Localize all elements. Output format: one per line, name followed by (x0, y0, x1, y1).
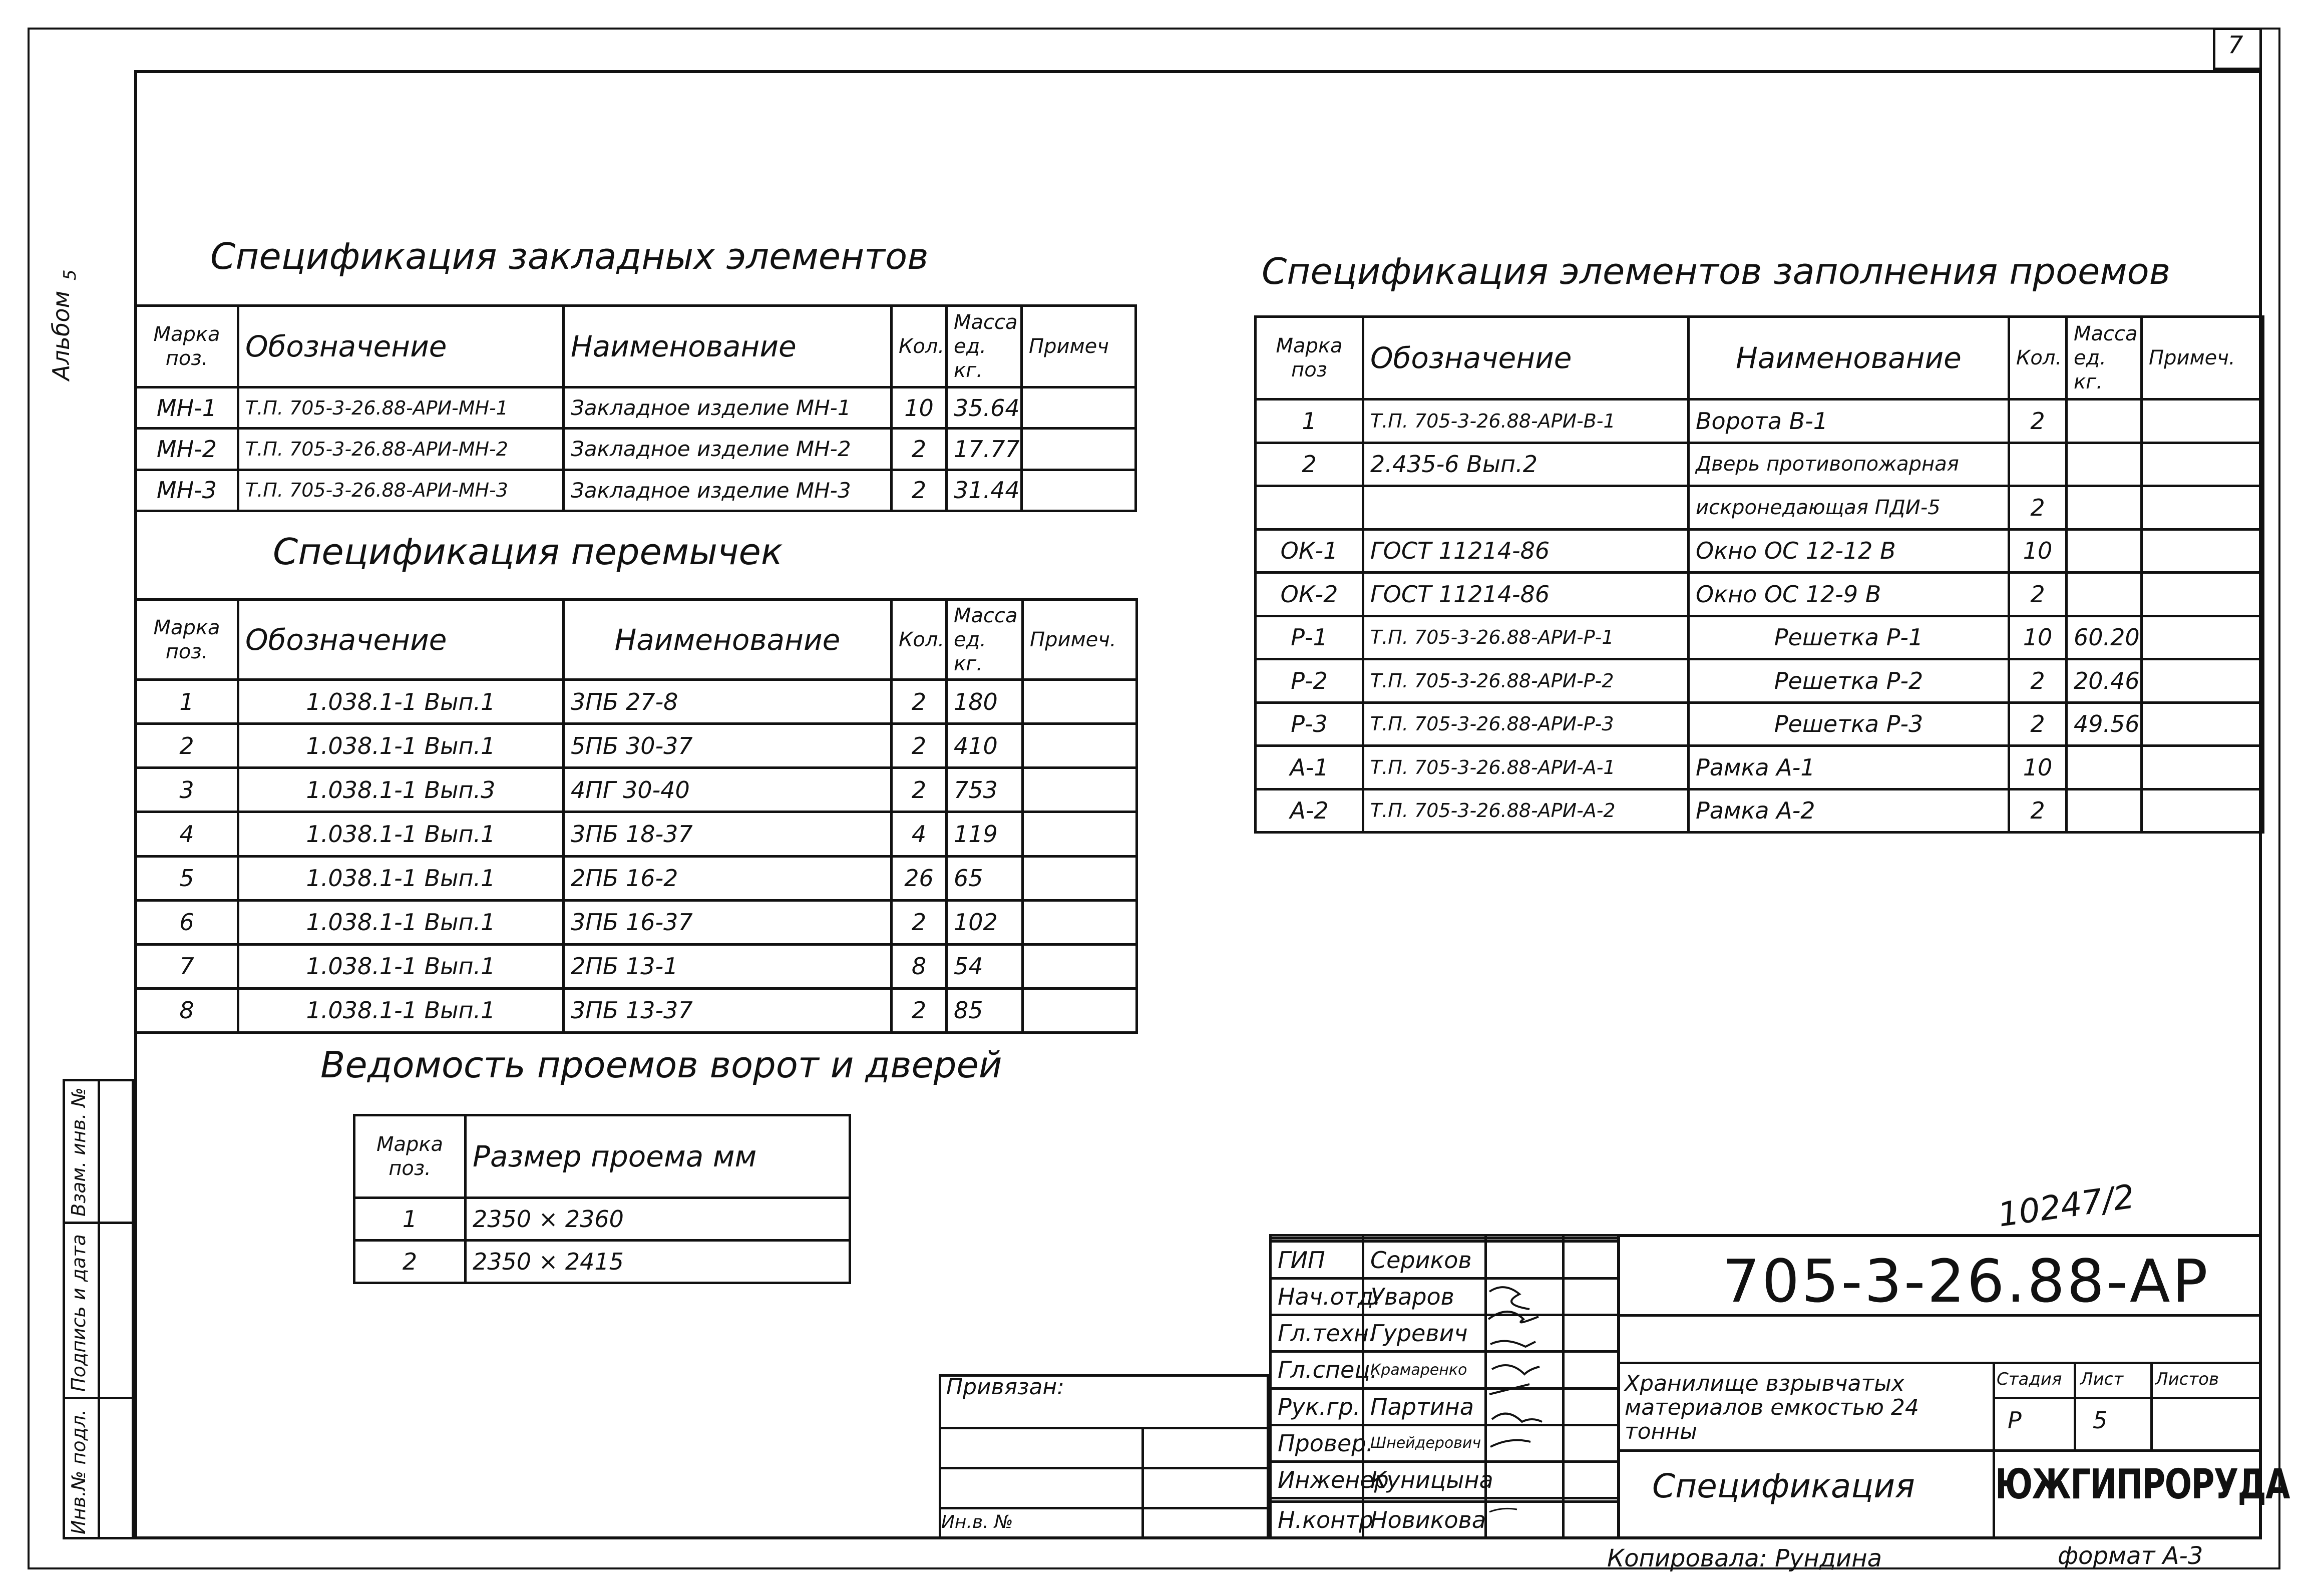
cell: 3ПБ 16-37 (564, 900, 892, 944)
cell: 31.44 (947, 470, 1022, 511)
table-row (136, 856, 1137, 900)
cell: Р-2 (1256, 659, 1363, 703)
role-title: Нач.отд. (1271, 1278, 1363, 1315)
sheet-title: Спецификация (1652, 1467, 1915, 1505)
cell: 119 (947, 812, 1023, 856)
cell: Т.П. 705-3-26.88-АРИ-Р-3 (1363, 702, 1689, 746)
stage-value: Р (2008, 1407, 2022, 1434)
cell: 6 (136, 900, 238, 944)
cell: Т.П. 705-3-26.88-АРИ-А-1 (1363, 746, 1689, 789)
cell: 10 (892, 387, 947, 429)
cell: МН-1 (136, 387, 238, 429)
role-row (1271, 1278, 1619, 1315)
role-title: Рук.гр. (1271, 1388, 1363, 1425)
cell: 4ПГ 30-40 (564, 768, 892, 812)
cell: МН-2 (136, 429, 238, 470)
col-header: Марка поз. (136, 600, 238, 680)
cell (2067, 746, 2142, 789)
cell: Решетка Р-3 (1689, 702, 2009, 746)
cell (2142, 789, 2263, 833)
cell: искронедающая ПДИ-5 (1689, 486, 2009, 530)
cell: 2 (136, 724, 238, 768)
col-header: Масса ед. кг. (947, 306, 1022, 387)
cell (1023, 944, 1137, 988)
role-row (1271, 1462, 1619, 1498)
cell: 8 (136, 988, 238, 1032)
col-header: Размер проема мм (466, 1115, 850, 1198)
cell: 1 (136, 680, 238, 724)
cell: 2 (892, 768, 947, 812)
cell: 1 (354, 1198, 466, 1241)
cell: 85 (947, 988, 1023, 1032)
col-header: Масса ед. кг. (2067, 317, 2142, 400)
cell: А-1 (1256, 746, 1363, 789)
cell (2142, 616, 2263, 659)
cell (2142, 486, 2263, 530)
cell (1023, 680, 1137, 724)
cell: Т.П. 705-3-26.88-АРИ-Р-1 (1363, 616, 1689, 659)
role-person: Сериков (1363, 1242, 1486, 1278)
sheets-label: Листов (2155, 1369, 2219, 1389)
cell: 2350 × 2415 (466, 1241, 850, 1283)
cell: 2 (1256, 443, 1363, 486)
cell: 2ПБ 16-2 (564, 856, 892, 900)
cell (2067, 400, 2142, 443)
table-row (136, 470, 1136, 511)
cell (2142, 659, 2263, 703)
role-person: Партина (1363, 1388, 1486, 1425)
sheet-label: Лист (2080, 1369, 2124, 1389)
bound-block-rule (939, 1467, 1269, 1469)
cell: Т.П. 705-3-26.88-АРИ-Р-2 (1363, 659, 1689, 703)
bound-block-divider (1141, 1427, 1144, 1539)
col-header: Кол. (892, 306, 947, 387)
role-row (1271, 1315, 1619, 1351)
cell: 2350 × 2360 (466, 1198, 850, 1241)
col-header: Наименование (1689, 317, 2009, 400)
title-block-divider (2150, 1362, 2153, 1449)
organization: ЮЖГИПРОРУДА (1995, 1461, 2289, 1508)
table-row (354, 1198, 850, 1241)
cell: 3 (136, 768, 238, 812)
cell: 2 (2009, 789, 2067, 833)
stamp-signature-date: Подпись и дата (68, 1234, 90, 1392)
title-block-divider (1993, 1362, 1995, 1539)
role-title: Гл.техн. (1271, 1315, 1363, 1351)
cell (1023, 988, 1137, 1032)
role-title: ГИП (1271, 1242, 1363, 1278)
fill-spec-table (1254, 315, 2264, 834)
cell: 26 (892, 856, 947, 900)
cell (1023, 856, 1137, 900)
cell: 3ПБ 18-37 (564, 812, 892, 856)
side-stamp-rule (63, 1397, 134, 1399)
cell: Т.П. 705-3-26.88-АРИ-МН-1 (238, 387, 564, 429)
cell (1022, 387, 1136, 429)
cell: 35.64 (947, 387, 1022, 429)
cell: 2 (892, 988, 947, 1032)
cell: Р-1 (1256, 616, 1363, 659)
cell: 2ПБ 13-1 (564, 944, 892, 988)
col-header: Кол. (2009, 317, 2067, 400)
role-row (1271, 1352, 1619, 1388)
cell (1363, 486, 1689, 530)
side-stamp-rule (63, 1222, 134, 1224)
cell: 60.20 (2067, 616, 2142, 659)
cell: Т.П. 705-3-26.88-АРИ-МН-3 (238, 470, 564, 511)
cell: Р-3 (1256, 702, 1363, 746)
cell: Решетка Р-2 (1689, 659, 2009, 703)
role-person: Шнейдерович (1363, 1425, 1486, 1461)
cell: Закладное изделие МН-2 (564, 429, 892, 470)
cell (1023, 724, 1137, 768)
cell: 1.038.1-1 Вып.1 (238, 680, 564, 724)
cell: МН-3 (136, 470, 238, 511)
cell: 49.56 (2067, 702, 2142, 746)
cell (2142, 702, 2263, 746)
sheet-value: 5 (2093, 1407, 2108, 1434)
table-row (1256, 573, 2263, 616)
cell: 10 (2009, 529, 2067, 573)
role-title: Инженер (1271, 1462, 1363, 1498)
cell: 54 (947, 944, 1023, 988)
col-header: Марка поз. (136, 306, 238, 387)
album-number: 5 (60, 269, 80, 280)
cell: 1.038.1-1 Вып.1 (238, 856, 564, 900)
role-title: Провер. (1271, 1425, 1363, 1461)
table-row (1256, 659, 2263, 703)
col-header: Масса ед. кг. (947, 600, 1023, 680)
cell: 4 (136, 812, 238, 856)
lintels-spec-title: Спецификация перемычек (273, 531, 783, 573)
cell: 1 (1256, 400, 1363, 443)
cell: Окно ОС 12-12 В (1689, 529, 2009, 573)
cell: 2 (892, 470, 947, 511)
cell: 7 (136, 944, 238, 988)
openings-table (353, 1114, 851, 1284)
role-person: Уваров (1363, 1278, 1486, 1315)
cell: 2 (2009, 486, 2067, 530)
roles-table (1269, 1234, 1620, 1539)
cell (1023, 812, 1137, 856)
cell: 4 (892, 812, 947, 856)
cell: 2 (2009, 400, 2067, 443)
cell: 20.46 (2067, 659, 2142, 703)
cell: 5 (136, 856, 238, 900)
copied-by: Копировала: Рундина (1607, 1544, 1882, 1572)
role-row (1271, 1388, 1619, 1425)
table-row (1256, 400, 2263, 443)
cell: 1.038.1-1 Вып.3 (238, 768, 564, 812)
cell: 102 (947, 900, 1023, 944)
cell: 1.038.1-1 Вып.1 (238, 812, 564, 856)
cell: 1.038.1-1 Вып.1 (238, 944, 564, 988)
album-label: Альбом (48, 290, 75, 380)
col-header: Примеч. (2142, 317, 2263, 400)
cell: 410 (947, 724, 1023, 768)
inventory-number: 10247/2 (1995, 1177, 2137, 1235)
cell (2067, 443, 2142, 486)
cell (1022, 470, 1136, 511)
paper-format: формат А-3 (2058, 1542, 2203, 1570)
cell: 2 (2009, 702, 2067, 746)
cell: 1.038.1-1 Вып.1 (238, 988, 564, 1032)
table-row (136, 724, 1137, 768)
embedded-spec-table (134, 304, 1137, 512)
cell: ГОСТ 11214-86 (1363, 529, 1689, 573)
cell (2142, 443, 2263, 486)
title-block-rule (1617, 1362, 2262, 1364)
role-row (1271, 1425, 1619, 1461)
sheet-number: 7 (2228, 31, 2243, 59)
lintels-spec-table (134, 598, 1138, 1034)
cell (2067, 573, 2142, 616)
cell: 17.77 (947, 429, 1022, 470)
cell: 2 (892, 724, 947, 768)
cell: 65 (947, 856, 1023, 900)
cell (2142, 746, 2263, 789)
cell: 2 (354, 1241, 466, 1283)
table-row (354, 1241, 850, 1283)
table-row (1256, 746, 2263, 789)
cell: А-2 (1256, 789, 1363, 833)
cell: 2 (892, 429, 947, 470)
col-header: Обозначение (1363, 317, 1689, 400)
cell: 2 (892, 900, 947, 944)
title-block-rule (1993, 1397, 2262, 1399)
cell (2067, 789, 2142, 833)
openings-list-title: Ведомость проемов ворот и дверей (320, 1044, 1002, 1086)
cell (1023, 900, 1137, 944)
col-header: Обозначение (238, 306, 564, 387)
cell: ОК-2 (1256, 573, 1363, 616)
table-row (136, 988, 1137, 1032)
cell: Дверь противопожарная (1689, 443, 2009, 486)
col-header: Марка поз. (354, 1115, 466, 1198)
table-row (136, 812, 1137, 856)
object-name: Хранилище взрывчатых материалов емкостью 24 тонны (1625, 1371, 1919, 1444)
table-row (1256, 443, 2263, 486)
cell: Ворота В-1 (1689, 400, 2009, 443)
cell (2009, 443, 2067, 486)
stamp-inv-original: Инв.№ подл. (68, 1409, 90, 1534)
cell: Рамка А-2 (1689, 789, 2009, 833)
table-row (136, 429, 1136, 470)
stage-label: Стадия (1997, 1369, 2062, 1389)
cell: Закладное изделие МН-3 (564, 470, 892, 511)
cell: 2 (892, 680, 947, 724)
col-header: Наименование (564, 306, 892, 387)
cell: 8 (892, 944, 947, 988)
col-header: Примеч. (1023, 600, 1137, 680)
embedded-spec-title: Спецификация закладных элементов (210, 235, 929, 277)
cell (1256, 486, 1363, 530)
col-header: Обозначение (238, 600, 564, 680)
signature-marks (1484, 1282, 1555, 1522)
document-code: 705-3-26.88-АР (1722, 1247, 2210, 1316)
role-row (1271, 1501, 1619, 1538)
cell (1023, 768, 1137, 812)
cell: Решетка Р-1 (1689, 616, 2009, 659)
cell (2142, 529, 2263, 573)
cell: Рамка А-1 (1689, 746, 2009, 789)
role-person: Куницына (1363, 1462, 1486, 1498)
cell: 3ПБ 27-8 (564, 680, 892, 724)
cell: 1.038.1-1 Вып.1 (238, 724, 564, 768)
role-title: Гл.спец. (1271, 1352, 1363, 1388)
cell: 10 (2009, 616, 2067, 659)
col-header: Наименование (564, 600, 892, 680)
table-row (136, 387, 1136, 429)
cell: 5ПБ 30-37 (564, 724, 892, 768)
col-header: Примеч (1022, 306, 1136, 387)
title-block-rule (1617, 1449, 2262, 1452)
inv-label: Ин.в. № (941, 1512, 1013, 1532)
cell: Закладное изделие МН-1 (564, 387, 892, 429)
role-row (1271, 1242, 1619, 1278)
table-row (136, 680, 1137, 724)
table-row (136, 900, 1137, 944)
cell: 2.435-6 Вып.2 (1363, 443, 1689, 486)
bound-block-rule (939, 1427, 1269, 1429)
table-row (1256, 616, 2263, 659)
role-title: Н.контр (1271, 1501, 1363, 1538)
role-person: Новикова (1363, 1501, 1486, 1538)
table-row (1256, 529, 2263, 573)
cell: 2 (2009, 659, 2067, 703)
fill-spec-title: Спецификация элементов заполнения проемов (1262, 250, 2171, 292)
table-row (1256, 486, 2263, 530)
cell: Т.П. 705-3-26.88-АРИ-В-1 (1363, 400, 1689, 443)
cell (2142, 400, 2263, 443)
cell (1022, 429, 1136, 470)
role-person: Крамаренко (1363, 1352, 1486, 1388)
table-row (1256, 702, 2263, 746)
cell (2067, 529, 2142, 573)
title-block-divider (2074, 1362, 2076, 1449)
col-header: Марка поз (1256, 317, 1363, 400)
side-stamp-divider (98, 1079, 100, 1539)
table-row (136, 944, 1137, 988)
bound-label: Привязан: (946, 1374, 1064, 1400)
cell: Т.П. 705-3-26.88-АРИ-А-2 (1363, 789, 1689, 833)
cell: ОК-1 (1256, 529, 1363, 573)
table-row (136, 768, 1137, 812)
cell: 3ПБ 13-37 (564, 988, 892, 1032)
cell: Окно ОС 12-9 В (1689, 573, 2009, 616)
cell: 10 (2009, 746, 2067, 789)
cell: ГОСТ 11214-86 (1363, 573, 1689, 616)
bound-block-rule (939, 1507, 1269, 1509)
cell: 1.038.1-1 Вып.1 (238, 900, 564, 944)
cell (2067, 486, 2142, 530)
cell (2142, 573, 2263, 616)
cell: 180 (947, 680, 1023, 724)
cell: 753 (947, 768, 1023, 812)
cell: 2 (2009, 573, 2067, 616)
col-header: Кол. (892, 600, 947, 680)
cell: Т.П. 705-3-26.88-АРИ-МН-2 (238, 429, 564, 470)
table-row (1256, 789, 2263, 833)
role-person: Гуревич (1363, 1315, 1486, 1351)
stamp-replace-inv: Взам. инв. № (68, 1087, 90, 1217)
